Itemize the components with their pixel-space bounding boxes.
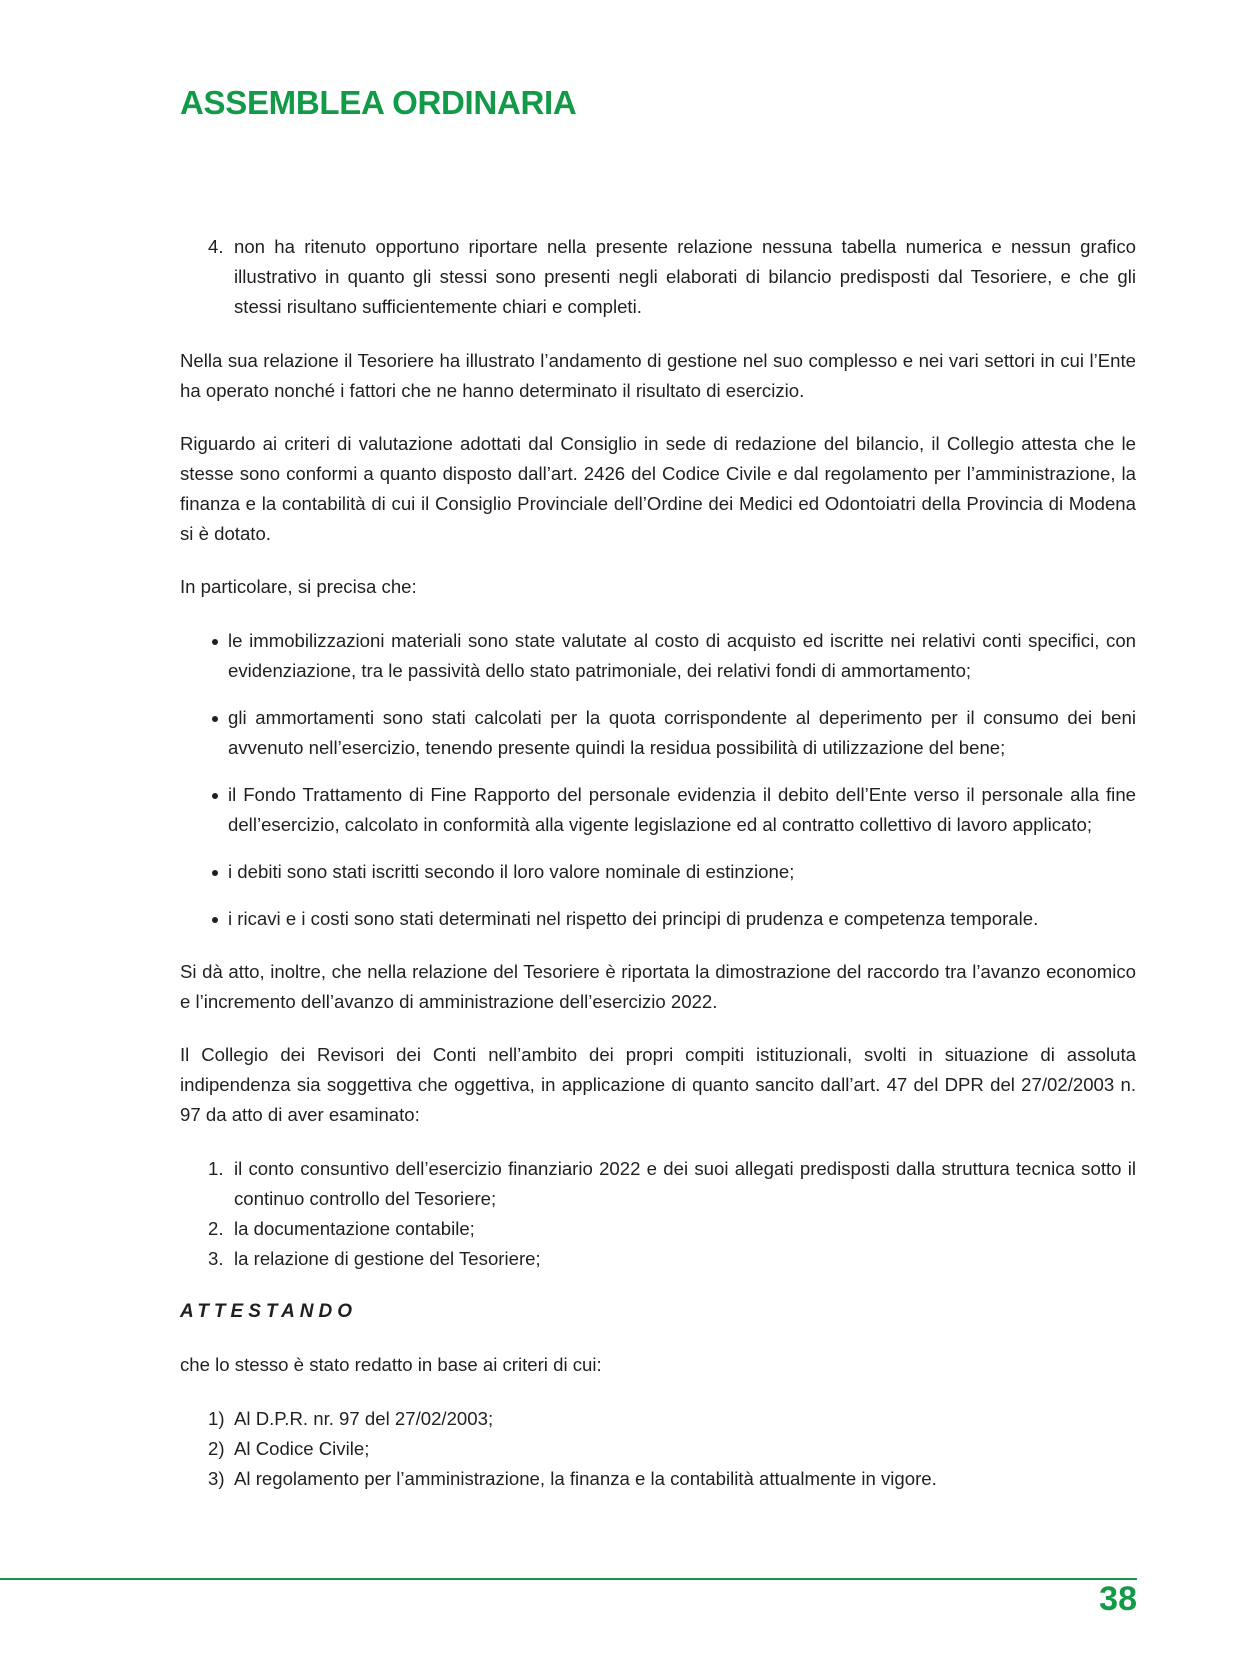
paragraph: Il Collegio dei Revisori dei Conti nell’ambito dei propri compiti istituzionali, svolti in situazione di assoluta indipendenza sia soggettiva che oggettiva, in applicazione di quanto sancito dall’art. 47 del DPR del 27/02/2003 n. 97 da atto di aver esaminato: [180,1044,1136,1125]
list-item-text: Al regolamento per l’amministrazione, la finanza e la contabilità attualmente in vigore. [234,1468,937,1489]
bullet-item [180,703,1136,763]
list-item [180,1404,1136,1434]
list-item-text: Al Codice Civile; [234,1438,370,1459]
bullet-icon [212,639,218,645]
list-item [180,1154,1136,1214]
paragraph: Nella sua relazione il Tesoriere ha illustrato l’andamento di gestione nel suo complesso e nei vari settori in cui l’Ente ha operato nonché i fattori che ne hanno determinato il risultato di esercizio. [180,350,1136,401]
bullet-item [180,626,1136,686]
bullet-text: gli ammortamenti sono stati calcolati per la quota corrispondente al deperimento per il consumo dei beni avvenuto nell’esercizio, tenendo presente quindi la residua possibilità di utilizzazione del bene; [228,707,1136,758]
list-number: 2) [208,1438,225,1459]
bullet-icon [212,870,218,876]
bullet-text: il Fondo Trattamento di Fine Rapporto del personale evidenzia il debito dell’Ente verso il personale alla fine dell’esercizio, calcolato in conformità alla vigente legislazione ed al contratto collettivo di lavoro applicato; [228,784,1136,835]
page-title: ASSEMBLEA ORDINARIA [180,84,577,121]
paragraph: Riguardo ai criteri di valutazione adottati dal Consiglio in sede di redazione del bilancio, il Collegio attesta che le stesse sono conformi a quanto disposto dall’art. 2426 del Codice Civile e dal regolamento per l’amministrazione, la finanza e la contabilità di cui il Consiglio Provinciale dell’Ordine dei Medici ed Odontoiatri della Provincia di Modena si è dotato. [180,433,1136,544]
bullet-item [180,857,1136,887]
paragraph: In particolare, si precisa che: [180,576,417,597]
list-number: 3. [208,1248,224,1269]
list-item-text: il conto consuntivo dell’esercizio finanziario 2022 e dei suoi allegati predisposti dalla struttura tecnica sotto il continuo controllo del Tesoriere; [234,1158,1136,1209]
list-item [180,1434,1136,1464]
bullet-text: i debiti sono stati iscritti secondo il loro valore nominale di estinzione; [228,861,795,882]
list-item [180,1464,1136,1494]
paragraph: Si dà atto, inoltre, che nella relazione del Tesoriere è riportata la dimostrazione del raccordo tra l’avanzo economico e l’incremento dell’avanzo di amministrazione dell’esercizio 2022. [180,961,1136,1012]
list-number: 3) [208,1468,225,1489]
list-item-text: la relazione di gestione del Tesoriere; [234,1248,541,1269]
bullet-text: le immobilizzazioni materiali sono state valutate al costo di acquisto ed iscritte nei relativi conti specifici, con evidenziazione, tra le passività dello stato patrimoniale, dei relativi fondi di ammortamento; [228,630,1136,681]
bullet-item [180,780,1136,840]
bullet-item [180,904,1136,934]
criteria-list [180,1404,1136,1494]
bullet-icon [212,917,218,923]
bullet-list [180,626,1136,934]
page-number: 38 [1099,1580,1137,1618]
footer-divider [0,1578,1137,1580]
bullet-icon [212,793,218,799]
attestando-heading: ATTESTANDO [180,1301,358,1322]
list-item [180,1244,1136,1274]
list-number: 1) [208,1408,225,1429]
paragraph: che lo stesso è stato redatto in base ai criteri di cui: [180,1354,602,1375]
document-body [180,232,1136,1494]
bullet-text: i ricavi e i costi sono stati determinati nel rispetto dei principi di prudenza e competenza temporale. [228,908,1039,929]
list-number: 2. [208,1218,224,1239]
list-item-text: Al D.P.R. nr. 97 del 27/02/2003; [234,1408,494,1429]
list-item [180,232,1136,322]
list-item-text: la documentazione contabile; [234,1218,475,1239]
numbered-list-intro [180,232,1136,322]
list-item-text: non ha ritenuto opportuno riportare nella presente relazione nessuna tabella numerica e nessun grafico illustrativo in quanto gli stessi sono presenti negli elaborati di bilancio predisposti dal Tesoriere, e che gli stessi risultano sufficientemente chiari e completi. [234,236,1136,317]
bullet-icon [212,716,218,722]
list-number: 1. [208,1158,224,1179]
list-item [180,1214,1136,1244]
examined-list [180,1154,1136,1274]
list-number: 4. [208,236,224,257]
